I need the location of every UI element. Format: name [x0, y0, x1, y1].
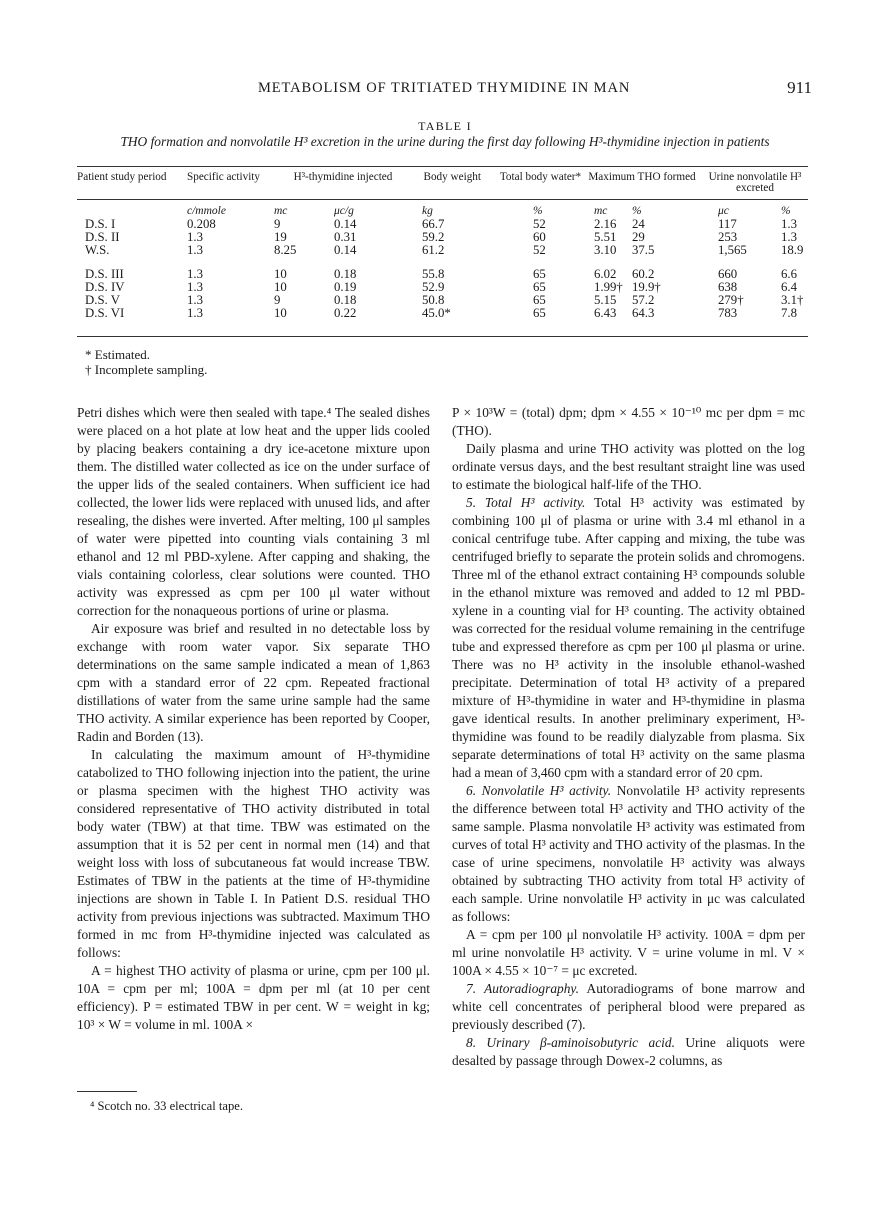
running-head [0, 80, 890, 102]
cell: 52 [533, 217, 546, 231]
cell: 9 [274, 217, 281, 231]
cell: 6.02 [594, 267, 617, 281]
paragraph: P × 10³W = (total) dpm; dpm × 4.55 × 10⁻¹⁰ mc per dpm = mc (THO). [452, 405, 805, 438]
cell: 638 [718, 280, 738, 294]
section-7 [452, 980, 805, 1034]
cell: 50.8 [422, 293, 445, 307]
cell: 55.8 [422, 267, 445, 281]
cell: D.S. I [85, 217, 116, 231]
unit-cell: % [781, 205, 791, 217]
cell: 37.5 [632, 243, 655, 257]
section-6 [452, 782, 805, 926]
cell: 660 [718, 267, 738, 281]
header-specific-activity: Specific activity [187, 171, 261, 183]
cell: 0.18 [334, 267, 357, 281]
cell: 65 [533, 280, 546, 294]
cell: 65 [533, 306, 546, 320]
cell: 3.1† [781, 293, 804, 307]
cell: 783 [718, 306, 738, 320]
cell: D.S. II [85, 230, 120, 244]
cell: 1.3 [781, 217, 797, 231]
section-body: Nonvolatile H³ activity represents the difference between total H³ activity and THO activity of the same sample. Plasma nonvolatile H³ activity was estimated from curves of total H³ activity and THO activity of the plasmas. In the case of urine specimens, nonvolatile H³ activity was always obtained by subtracting THO activity from total H³ activity of each sample. Urine nonvolatile H³ activity in μc was calculated as follows: [452, 783, 805, 924]
cell: 279† [718, 293, 744, 307]
data-table [77, 169, 808, 320]
cell: 19.9† [632, 280, 661, 294]
cell: 8.25 [274, 243, 297, 257]
cell: 0.14 [334, 243, 357, 257]
cell: 1.3 [187, 230, 203, 244]
header-thymidine-injected: H³-thymidine injected [293, 171, 393, 183]
section-8 [452, 1034, 805, 1070]
cell: 6.43 [594, 306, 617, 320]
cell: 117 [718, 217, 737, 231]
unit-cell: μc/g [334, 205, 354, 217]
paragraph: A = highest THO activity of plasma or urine, cpm per 100 μl. 10A = cpm per ml; 100A = dpm per ml (at 10 per cent efficiency). P = estimated TBW in per cent. W = weight in kg; 10³ × W = volume in ml. 100A × [77, 963, 430, 1032]
header-patient: Patient study period [77, 171, 167, 183]
cell: 1.3 [187, 306, 203, 320]
unit-cell: % [632, 205, 642, 217]
cell: 1.3 [781, 230, 797, 244]
cell: 60 [533, 230, 546, 244]
section-body: Urine aliquots were desalted by passage through Dowex-2 columns, as [452, 1035, 805, 1068]
cell: 1.3 [187, 280, 203, 294]
section-title: 6. Nonvolatile H³ activity. [466, 783, 612, 798]
footnote-estimated: * Estimated. [85, 347, 150, 362]
cell: D.S. VI [85, 306, 125, 320]
cell: 61.2 [422, 243, 445, 257]
cell: 66.7 [422, 217, 445, 231]
cell: D.S. V [85, 293, 120, 307]
paragraph: Petri dishes which were then sealed with tape.⁴ The sealed dishes were placed on a hot plate at low heat and the upper lids cooled by placing beakers containing a dry ice-acetone mixture upon them. The distilled water collected as ice on the under surface of the upper lids of the sealed containers. When sufficient ice had collected, the lower lids were replaced with unused lids, and after resealing, the dishes were inverted. After melting, 100 μl samples of water were pipetted into counting vials containing 3 ml ethanol and 12 ml PBD-xylene. After capping and shaking, the vials containing colorless, clear solutions were counted. THO activity was expressed as cpm per 100 μl water without correction for the nonaqueous portions of urine or plasma. [77, 405, 430, 618]
cell: 10 [274, 280, 287, 294]
table-footnotes [85, 347, 207, 377]
cell: 6.6 [781, 267, 797, 281]
section-body: Autoradiograms of bone marrow and white cell concentrates of peripheral blood were prepared as previously described (7). [452, 981, 805, 1032]
cell: 18.9 [781, 243, 804, 257]
cell: 59.2 [422, 230, 445, 244]
header-body-weight: Body weight [423, 171, 481, 183]
paragraph: In calculating the maximum amount of H³-thymidine catabolized to THO following injection into the patient, the urine or plasma specimen with the highest THO activity was considered representative of THO activity distributed in total body water (TBW) at that time. TBW was estimated on the assumption that it is 52 per cent in normal men (14) and that weight loss with loss of subcutaneous fat would increase TBW. Estimates of TBW in the patients at the time of H³-thymidine injections are shown in Table I. In Patient D.S. residual THO activity from previous injections was subtracted. Maximum THO formed in mc from H³-thymidine injected was calculated as follows: [77, 747, 430, 960]
formula-paragraph: A = cpm per 100 μl nonvolatile H³ activity. 100A = dpm per ml urine nonvolatile H³ activity. V = urine volume in ml. V × 100A × 4.55 × 10⁻⁷ = μc excreted. [452, 927, 805, 978]
table-header-row [77, 169, 808, 201]
cell: 60.2 [632, 267, 655, 281]
cell: 0.208 [187, 217, 216, 231]
section-5 [452, 494, 805, 782]
section-title: 5. Total H³ activity. [466, 495, 586, 510]
unit-cell: % [533, 205, 543, 217]
cell: 1,565 [718, 243, 747, 257]
unit-cell: c/mmole [187, 205, 226, 217]
cell: D.S. IV [85, 280, 125, 294]
table-top-rule [77, 166, 808, 167]
section-title: 8. Urinary β-aminoisobutyric acid. [466, 1035, 675, 1050]
cell: 253 [718, 230, 738, 244]
cell: 1.3 [187, 243, 203, 257]
header-urine-excreted: Urine nonvolatile H³ excreted [708, 171, 802, 194]
cell: 24 [632, 217, 645, 231]
cell: 57.2 [632, 293, 655, 307]
paragraph: Air exposure was brief and resulted in no detectable loss by exchange with room water vapor. Six separate THO determinations on the same sample indicated a mean of 1,863 cpm with a standard error of 22 cpm. Repeated fractional distillations of water from the same urine sample had the same THO activity. A similar experience has been reported by Cooper, Radin and Borden (13). [77, 621, 430, 744]
table-label: TABLE I [418, 119, 472, 133]
cell: 10 [274, 306, 287, 320]
cell: 9 [274, 293, 281, 307]
cell: 2.16 [594, 217, 617, 231]
header-total-body-water: Total body water* [499, 171, 582, 183]
cell: 19 [274, 230, 287, 244]
cell: 3.10 [594, 243, 617, 257]
unit-cell: μc [718, 205, 729, 217]
cell: 0.31 [334, 230, 357, 244]
cell: 52.9 [422, 280, 445, 294]
header-max-tho: Maximum THO formed [588, 171, 696, 183]
cell: 1.99† [594, 280, 623, 294]
page-number: 911 [787, 78, 812, 97]
cell: 0.22 [334, 306, 357, 320]
cell: 6.4 [781, 280, 797, 294]
cell: 0.18 [334, 293, 357, 307]
right-column [452, 404, 805, 1070]
unit-cell: mc [274, 205, 288, 217]
cell: 0.14 [334, 217, 357, 231]
page-footnote: ⁴ Scotch no. 33 electrical tape. [90, 1099, 244, 1113]
footnote-incomplete: † Incomplete sampling. [85, 362, 208, 377]
unit-cell: mc [594, 205, 608, 217]
cell: 45.0* [422, 306, 451, 320]
cell: 29 [632, 230, 645, 244]
section-title: 7. Autoradiography. [466, 981, 579, 996]
cell: 7.8 [781, 306, 797, 320]
cell: 5.15 [594, 293, 617, 307]
cell: 1.3 [187, 267, 203, 281]
section-body: Total H³ activity was estimated by combining 100 μl of plasma or urine with 3.4 ml ethanol in a conical centrifuge tube. After capping and mixing, the tube was centrifuged briefly to separate the protein solids and chromogens. Three ml of the ethanol extract containing H³ compounds soluble in the ethanol mixture was removed and added to 12 ml PBD-xylene in a counting vial for H³ counting. The activity obtained was corrected for the residual volume remaining in the centrifuge tube and expressed therefore as cpm per 100 μl plasma or urine. There was no H³ activity in the insoluble ethanol-washed precipitate. Determination of total H³ activity of a prepared mixture of H³-thymidine in water and H³-thymidine in plasma gave identical results. In another preliminary experiment, H³-thymidine was found to be readily dialyzable from plasma. Six separate determinations of total H³ activity on the same plasma had a mean of 3,460 cpm with a standard error of 20 cpm. [452, 495, 805, 780]
cell: W.S. [85, 243, 110, 257]
paragraph: Daily plasma and urine THO activity was plotted on the log ordinate versus days, and the best resultant straight line was used to estimate the biological half-life of the THO. [452, 441, 805, 492]
cell: 65 [533, 267, 546, 281]
table-row [77, 307, 808, 320]
table-row [77, 244, 808, 257]
table-bottom-rule [77, 336, 808, 337]
cell: 52 [533, 243, 546, 257]
units-row [77, 201, 808, 218]
unit-cell: kg [422, 205, 433, 217]
cell: 65 [533, 293, 546, 307]
cell: 0.19 [334, 280, 357, 294]
cell: 5.51 [594, 230, 617, 244]
running-title: METABOLISM OF TRITIATED THYMIDINE IN MAN [258, 80, 631, 96]
cell: 64.3 [632, 306, 655, 320]
left-column [77, 404, 430, 1034]
cell: 10 [274, 267, 287, 281]
cell: 1.3 [187, 293, 203, 307]
footnote-rule [77, 1091, 137, 1092]
table-caption: THO formation and nonvolatile H³ excretion in the urine during the first day following H³-thymidine injection in patients [120, 134, 770, 149]
cell: D.S. III [85, 267, 124, 281]
